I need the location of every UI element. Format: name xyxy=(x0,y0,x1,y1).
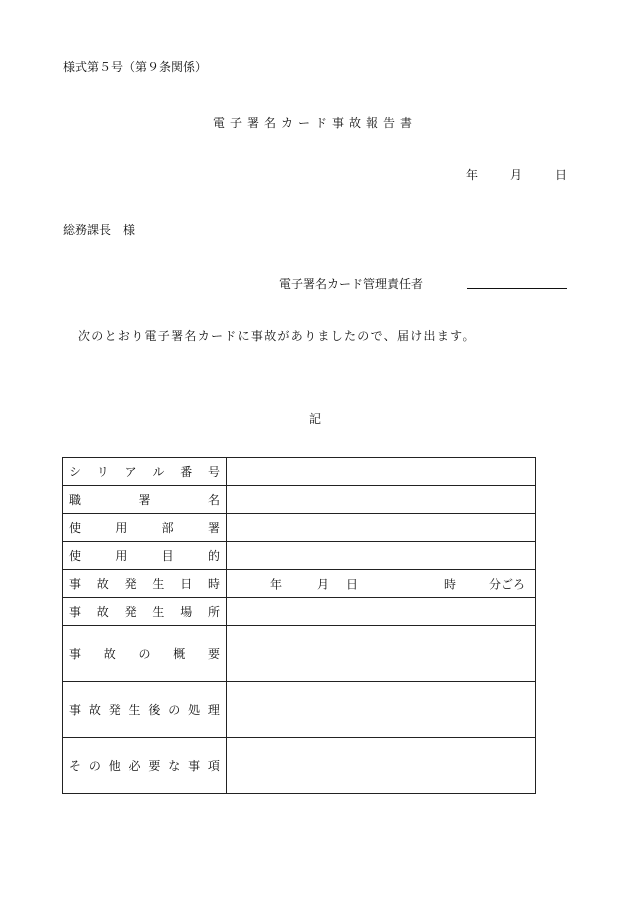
document-title: 電子署名カード事故報告書 xyxy=(212,116,417,130)
purpose-label: 使 用 目 的 xyxy=(69,549,220,563)
manager-label: 電子署名カード管理責任者 xyxy=(279,277,424,291)
purpose-label-cell xyxy=(63,542,227,570)
incident-summary-field[interactable] xyxy=(227,626,536,682)
incident-datetime-field[interactable] xyxy=(227,570,536,598)
incident-datetime-label: 事 故 発 生 日 時 xyxy=(69,577,220,591)
datetime-minute-label: 分ごろ xyxy=(489,577,526,591)
table-row-title-name xyxy=(63,486,536,514)
recipient: 総務課長 様 xyxy=(63,223,136,237)
table-row-incident-location xyxy=(63,598,536,626)
report-date xyxy=(466,166,567,183)
incident-summary-label-cell xyxy=(63,626,227,682)
table-row-department xyxy=(63,514,536,542)
table-row-other-matters xyxy=(63,738,536,794)
datetime-day-label: 日 xyxy=(346,577,359,591)
report-table xyxy=(62,457,536,794)
signature-line[interactable] xyxy=(467,288,567,289)
post-incident-handling-label-cell xyxy=(63,682,227,738)
table-row-incident-summary xyxy=(63,626,536,682)
date-day-label: 日 xyxy=(555,168,568,182)
department-label-cell xyxy=(63,514,227,542)
title-name-label: 職 署 名 xyxy=(69,493,220,507)
incident-datetime-label-cell xyxy=(63,570,227,598)
date-year-label: 年 xyxy=(466,168,479,182)
table-row-purpose xyxy=(63,542,536,570)
other-matters-label-cell xyxy=(63,738,227,794)
form-number: 様式第５号（第９条関係） xyxy=(63,60,208,74)
other-matters-field[interactable] xyxy=(227,738,536,794)
table-row-post-incident-handling xyxy=(63,682,536,738)
department-field[interactable] xyxy=(227,514,536,542)
other-matters-label: そ の 他 必 要 な 事 項 xyxy=(69,759,220,773)
datetime-month-label: 月 xyxy=(317,577,330,591)
incident-location-label: 事 故 発 生 場 所 xyxy=(69,605,220,619)
datetime-hour-label: 時 xyxy=(444,577,457,591)
table-row-incident-datetime xyxy=(63,570,536,598)
title-name-label-cell xyxy=(63,486,227,514)
serial-number-label: シ リ ア ル 番 号 xyxy=(69,465,220,479)
post-incident-handling-field[interactable] xyxy=(227,682,536,738)
datetime-year-label: 年 xyxy=(270,577,283,591)
date-month-label: 月 xyxy=(510,168,523,182)
post-incident-handling-label: 事 故 発 生 後 の 処 理 xyxy=(69,703,220,717)
incident-location-field[interactable] xyxy=(227,598,536,626)
department-label: 使 用 部 署 xyxy=(69,521,220,535)
table-row-serial-number xyxy=(63,458,536,486)
incident-location-label-cell xyxy=(63,598,227,626)
serial-number-field[interactable] xyxy=(227,458,536,486)
purpose-field[interactable] xyxy=(227,542,536,570)
serial-number-label-cell xyxy=(63,458,227,486)
statement-text: 次のとおり電子署名カードに事故がありましたので、届け出ます。 xyxy=(78,329,476,343)
title-name-field[interactable] xyxy=(227,486,536,514)
incident-summary-label: 事 故 の 概 要 xyxy=(69,647,220,661)
ki-heading: 記 xyxy=(308,412,321,426)
